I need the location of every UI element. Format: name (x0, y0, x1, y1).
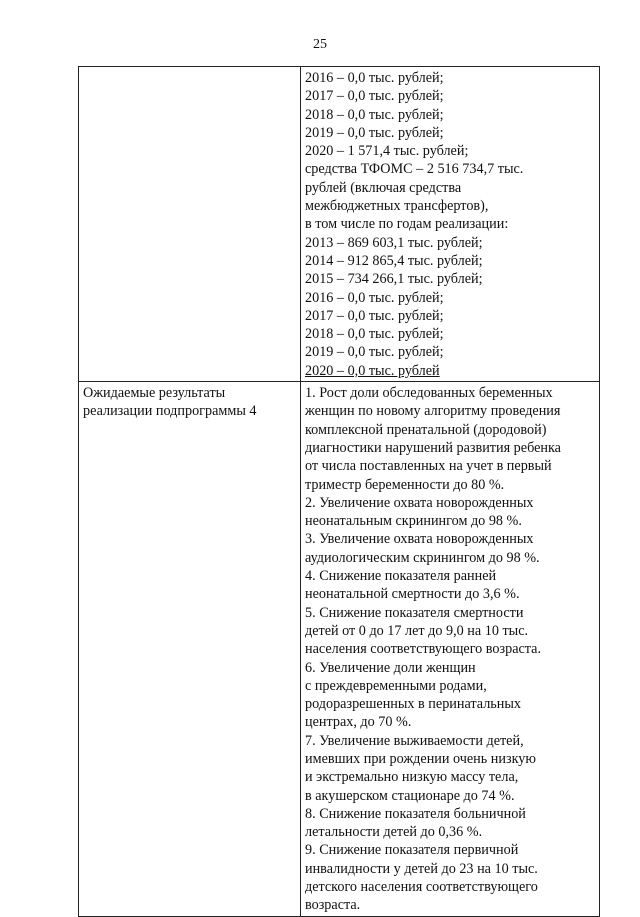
results-line: населения соответствующего возраста. (305, 641, 542, 658)
results-line: в акушерском стационаре до 74 %. (305, 787, 515, 804)
funding-line: 2015 – 734 266,1 тыс. рублей; (305, 271, 483, 288)
funding-row (79, 67, 600, 382)
results-line: 8. Снижение показателя больничной (305, 805, 526, 822)
funding-line: 2019 – 0,0 тыс. рублей; (305, 124, 444, 141)
results-line: центрах, до 70 %. (305, 714, 412, 731)
results-line: и экстремально низкую массу тела, (305, 769, 519, 786)
funding-line: 2020 – 0,0 тыс. рублей (305, 362, 440, 379)
results-line: неонатальным скринингом до 98 %. (305, 513, 522, 530)
results-line: 5. Снижение показателя смертности (305, 604, 524, 621)
funding-value-cell (301, 67, 600, 382)
results-line: комплексной пренатальной (дородовой) (305, 421, 547, 438)
results-line: детей от 0 до 17 лет до 9,0 на 10 тыс. (305, 622, 529, 639)
funding-line: 2018 – 0,0 тыс. рублей; (305, 106, 444, 123)
results-line: триместр беременности до 80 %. (305, 476, 505, 493)
funding-line: 2017 – 0,0 тыс. рублей; (305, 88, 444, 105)
results-line: имевших при рождении очень низкую (305, 750, 536, 767)
page-number: 25 (313, 37, 327, 52)
funding-line: 2017 – 0,0 тыс. рублей; (305, 307, 444, 324)
results-line: аудиологическим скринингом до 98 %. (305, 549, 540, 566)
results-line: неонатальной смертности до 3,6 %. (305, 586, 520, 603)
results-label-cell (79, 382, 301, 917)
funding-line: межбюджетных трансфертов), (305, 198, 489, 215)
results-line: 3. Увеличение охвата новорожденных (305, 531, 534, 548)
results-line: женщин по новому алгоритму проведения (305, 403, 561, 420)
subprogram-passport-table (78, 66, 600, 917)
funding-line: 2019 – 0,0 тыс. рублей; (305, 344, 444, 361)
results-line: детского населения соответствующего (305, 879, 538, 896)
results-line: с преждевременными родами, (305, 677, 487, 694)
funding-line: 2016 – 0,0 тыс. рублей; (305, 289, 444, 306)
results-line: 6. Увеличение доли женщин (305, 659, 476, 676)
results-line: 4. Снижение показателя ранней (305, 568, 497, 585)
funding-line: средства ТФОМС – 2 516 734,7 тыс. (305, 161, 524, 178)
results-line: возраста. (305, 897, 361, 914)
results-line: 7. Увеличение выживаемости детей, (305, 732, 524, 749)
funding-line: 2016 – 0,0 тыс. рублей; (305, 70, 444, 86)
funding-line: в том числе по годам реализации: (305, 216, 509, 233)
results-line: от числа поставленных на учет в первый (305, 458, 552, 475)
results-line: инвалидности у детей до 23 на 10 тыс. (305, 860, 538, 877)
results-row (79, 382, 600, 917)
results-line: диагностики нарушений развития ребенка (305, 439, 561, 456)
funding-line: 2013 – 869 603,1 тыс. рублей; (305, 234, 483, 251)
results-line: 9. Снижение показателя первичной (305, 842, 519, 859)
funding-line: 2014 – 912 865,4 тыс. рублей; (305, 252, 483, 269)
funding-line: рублей (включая средства (305, 179, 462, 196)
results-value-cell (301, 382, 600, 917)
funding-line: 2020 – 1 571,4 тыс. рублей; (305, 143, 469, 160)
results-label-line: Ожидаемые результаты (83, 385, 226, 402)
funding-label-cell (79, 67, 301, 382)
results-line: летальности детей до 0,36 %. (305, 824, 483, 841)
funding-line: 2018 – 0,0 тыс. рублей; (305, 326, 444, 343)
results-label-line: реализации подпрограммы 4 (83, 403, 257, 420)
results-line: 1. Рост доли обследованных беременных (305, 385, 553, 402)
results-line: родоразрешенных в перинатальных (305, 696, 521, 713)
results-line: 2. Увеличение охвата новорожденных (305, 494, 534, 511)
